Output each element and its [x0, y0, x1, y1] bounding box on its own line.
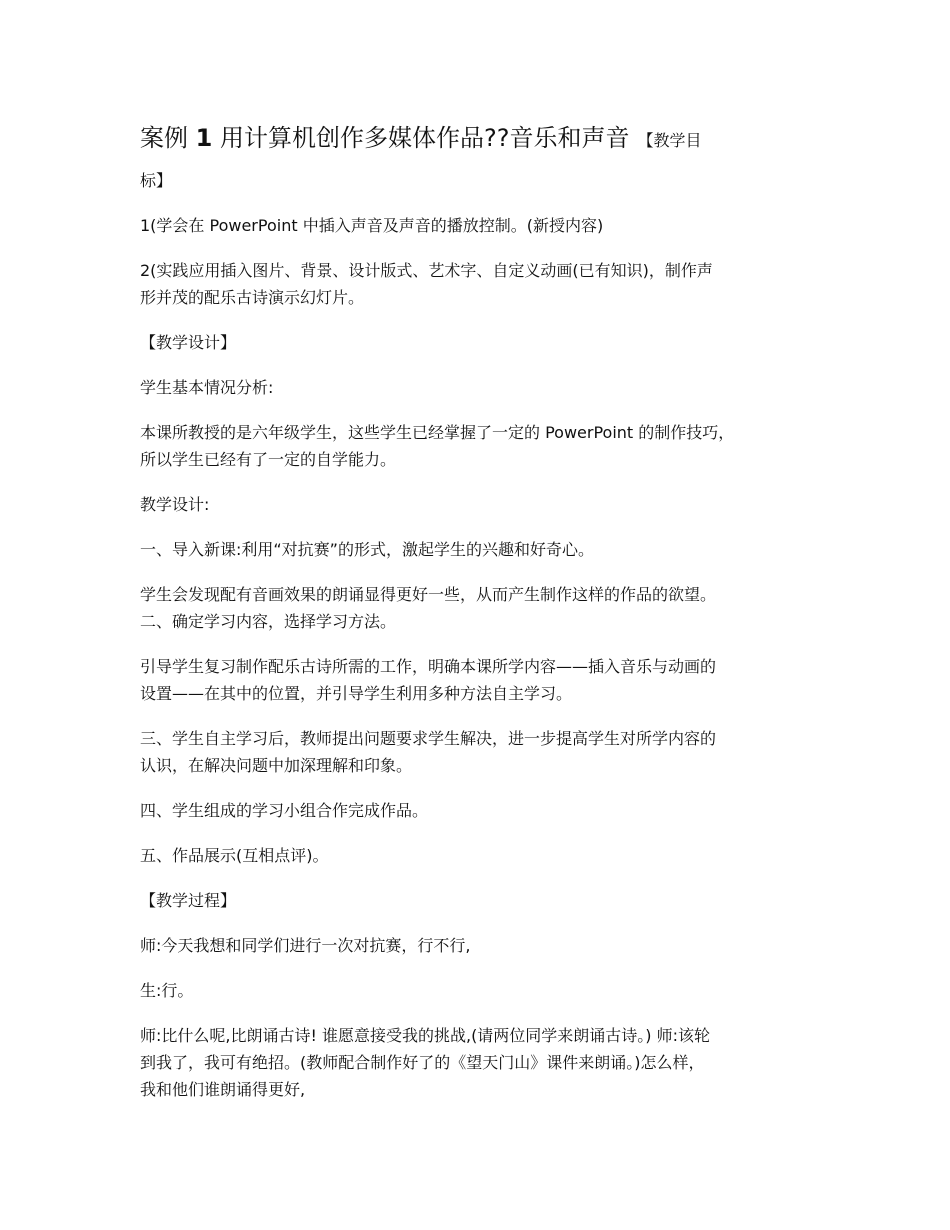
- step-2: 二、确定学习内容，选择学习方法。: [140, 612, 397, 631]
- step-3-line-1: 三、学生自主学习后，教师提出问题要求学生解决，进一步提高学生对所学内容的: [140, 729, 717, 748]
- step-1: 一、导入新课:利用“对抗赛”的形式，激起学生的兴趣和好奇心。: [140, 540, 594, 559]
- dialogue-3-line-2: 到我了，我可有绝招。(教师配合制作好了的《望天门山》课件来朗诵。)怎么样，: [140, 1053, 705, 1072]
- dialogue-3-line-1: 师:比什么呢,比朗诵古诗! 谁愿意接受我的挑战,(请两位同学来朗诵古诗。) 师:该轮: [140, 1026, 711, 1045]
- student-analysis-label: 学生基本情况分析:: [140, 378, 274, 397]
- document-page: [140, 118, 830, 1103]
- title-text: 用计算机创作多媒体作品??音乐和声音: [219, 124, 630, 152]
- design-label: 教学设计:: [140, 495, 210, 514]
- step-3-line-2: 认识，在解决问题中加深理解和印象。: [140, 756, 413, 775]
- step-4: 四、学生组成的学习小组合作完成作品。: [140, 801, 429, 820]
- document-title: [140, 118, 830, 161]
- title-prefix: 案例: [140, 124, 188, 152]
- dialogue-2: 生:行。: [140, 981, 194, 1000]
- goal-2-line-1: 2(实践应用插入图片、背景、设计版式、艺术字、自定义动画(已有知识)，制作声: [140, 261, 713, 280]
- student-analysis-line-1: 本课所教授的是六年级学生，这些学生已经掌握了一定的 PowerPoint 的制作技巧，: [140, 423, 735, 442]
- section-heading-process: 【教学过程】: [140, 891, 237, 910]
- title-tag: 【教学目: [637, 131, 702, 150]
- step-1-note: 学生会发现配有音画效果的朗诵显得更好一些，从而产生制作这样的作品的欲望。: [140, 585, 717, 604]
- step-2-line-1: 引导学生复习制作配乐古诗所需的工作，明确本课所学内容——插入音乐与动画的: [140, 657, 717, 676]
- section-heading-design: 【教学设计】: [140, 333, 237, 352]
- title-number: 1: [195, 124, 213, 152]
- dialogue-3-line-3: 我和他们谁朗诵得更好,: [140, 1080, 306, 1099]
- step-2-line-2: 设置——在其中的位置，并引导学生利用多种方法自主学习。: [140, 684, 573, 703]
- student-analysis-line-2: 所以学生已经有了一定的自学能力。: [140, 450, 397, 469]
- goal-2-line-2: 形并茂的配乐古诗演示幻灯片。: [140, 288, 365, 307]
- goal-1: 1(学会在 PowerPoint 中插入声音及声音的播放控制。(新授内容): [140, 216, 604, 235]
- step-5: 五、作品展示(互相点评)。: [140, 846, 329, 865]
- dialogue-1: 师:今天我想和同学们进行一次对抗赛，行不行,: [140, 936, 471, 955]
- title-tag-continued: 标】: [140, 171, 173, 190]
